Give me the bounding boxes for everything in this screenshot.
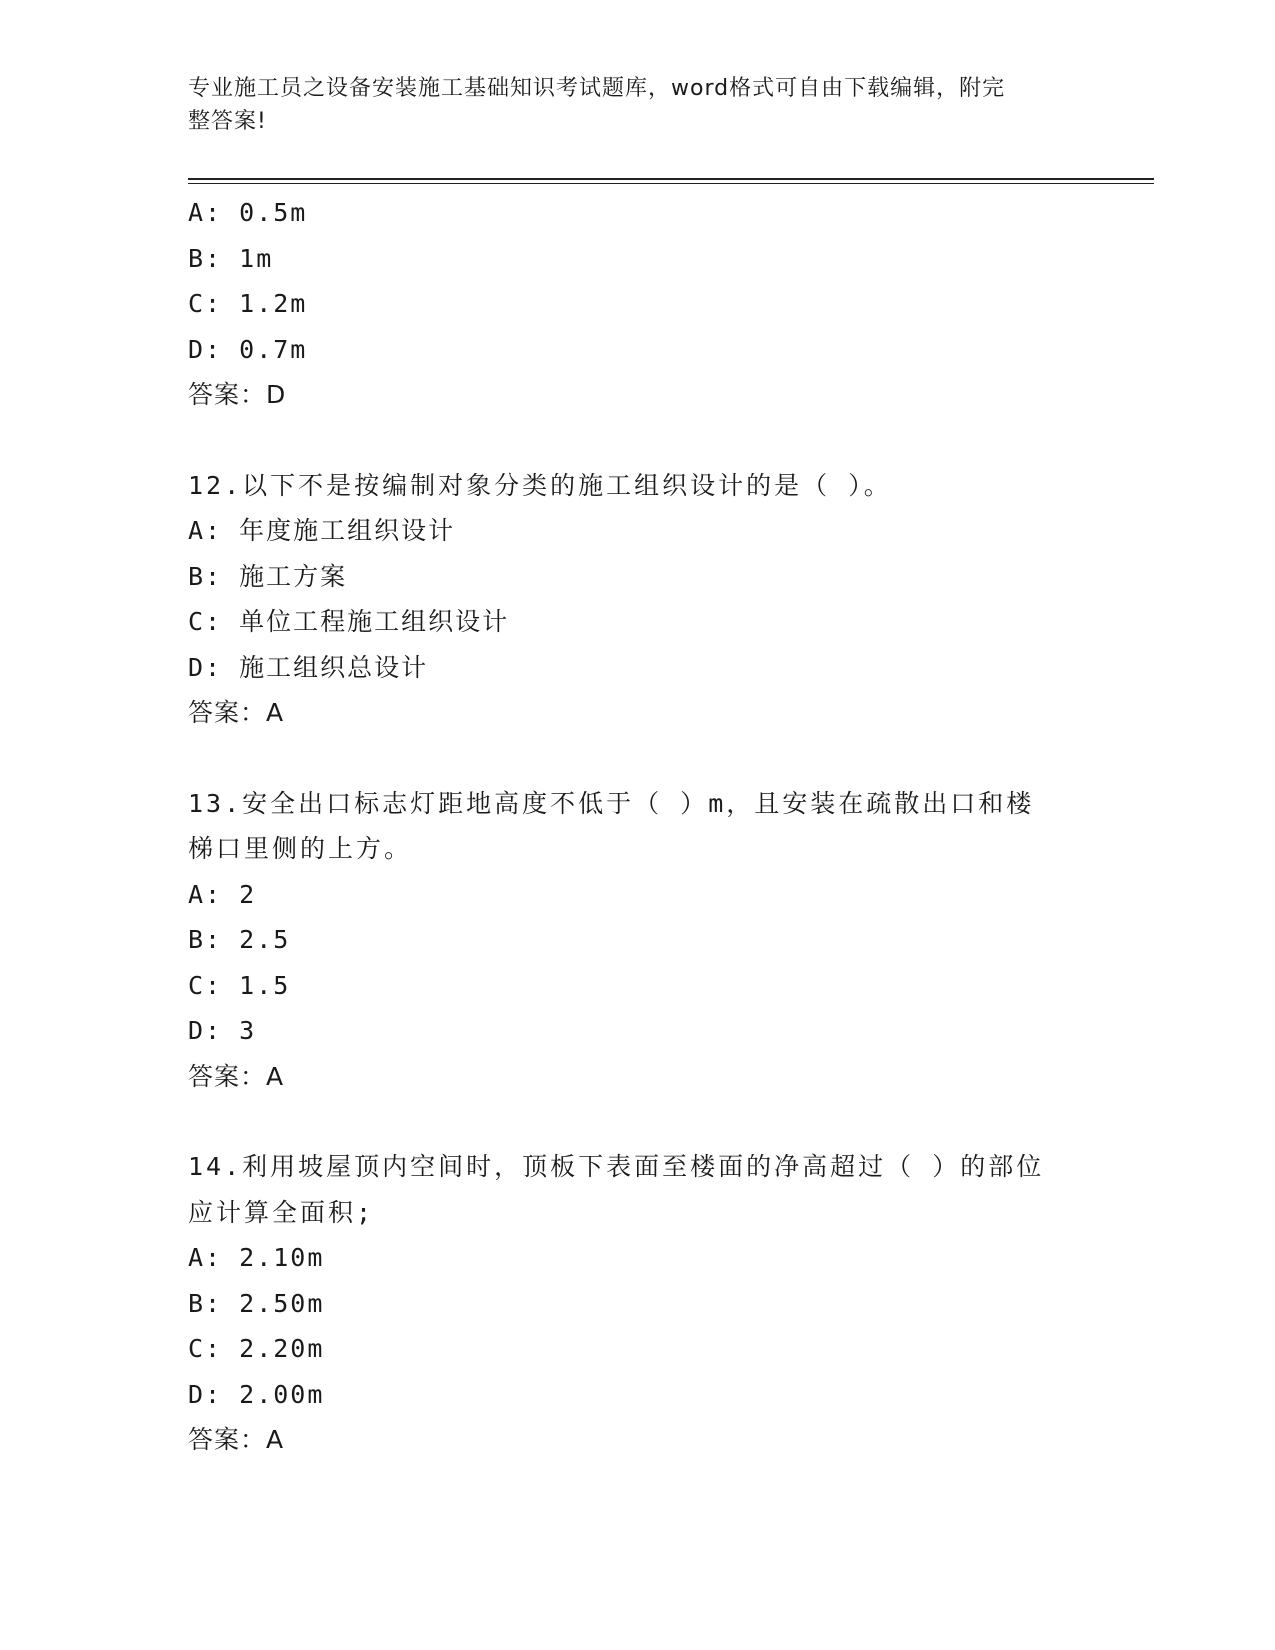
option-c: C: 单位工程施工组织设计 (188, 607, 510, 636)
answer: 答案：A (188, 698, 285, 727)
option-c: C: 1.5 (188, 970, 291, 1000)
header-line-1: 专业施工员之设备安装施工基础知识考试题库，word格式可自由下载编辑，附完 (188, 76, 1006, 101)
header-divider-thin (188, 183, 1154, 184)
question-14 (188, 1144, 1088, 1463)
header-divider-thick (188, 178, 1154, 180)
option-b: B: 施工方案 (188, 561, 348, 591)
answer: 答案：A (188, 1061, 285, 1091)
option-d: D: 3 (188, 1016, 257, 1045)
option-d: D: 2.00m (188, 1379, 325, 1409)
option-b: B: 1m (188, 243, 274, 273)
answer: 答案：D (188, 380, 287, 409)
option-c: C: 1.2m (188, 289, 308, 318)
option-a: A: 年度施工组织设计 (188, 516, 456, 545)
question-12 (188, 463, 1088, 736)
question-13 (188, 781, 1088, 1100)
option-a: A: 2 (188, 879, 257, 909)
question-11 (188, 190, 1088, 418)
question-stem: 14.利用坡屋顶内空间时，顶板下表面至楼面的净高超过（ ）的部位应计算全面积; (188, 1152, 1045, 1227)
option-b: B: 2.5 (188, 925, 291, 954)
document-header (188, 72, 1068, 138)
question-stem: 13.安全出口标志灯距地高度不低于（ ）m，且安装在疏散出口和楼梯口里侧的上方。 (188, 788, 1035, 863)
option-d: D: 施工组织总设计 (188, 652, 429, 682)
option-c: C: 2.20m (188, 1334, 325, 1363)
question-list (188, 190, 1088, 1463)
answer: 答案：A (188, 1425, 285, 1454)
question-stem: 12.以下不是按编制对象分类的施工组织设计的是（ ）。 (188, 470, 892, 500)
option-b: B: 2.50m (188, 1288, 325, 1318)
option-a: A: 0.5m (188, 198, 308, 227)
option-d: D: 0.7m (188, 334, 308, 364)
header-line-2: 整答案! (188, 109, 267, 134)
option-a: A: 2.10m (188, 1243, 325, 1272)
